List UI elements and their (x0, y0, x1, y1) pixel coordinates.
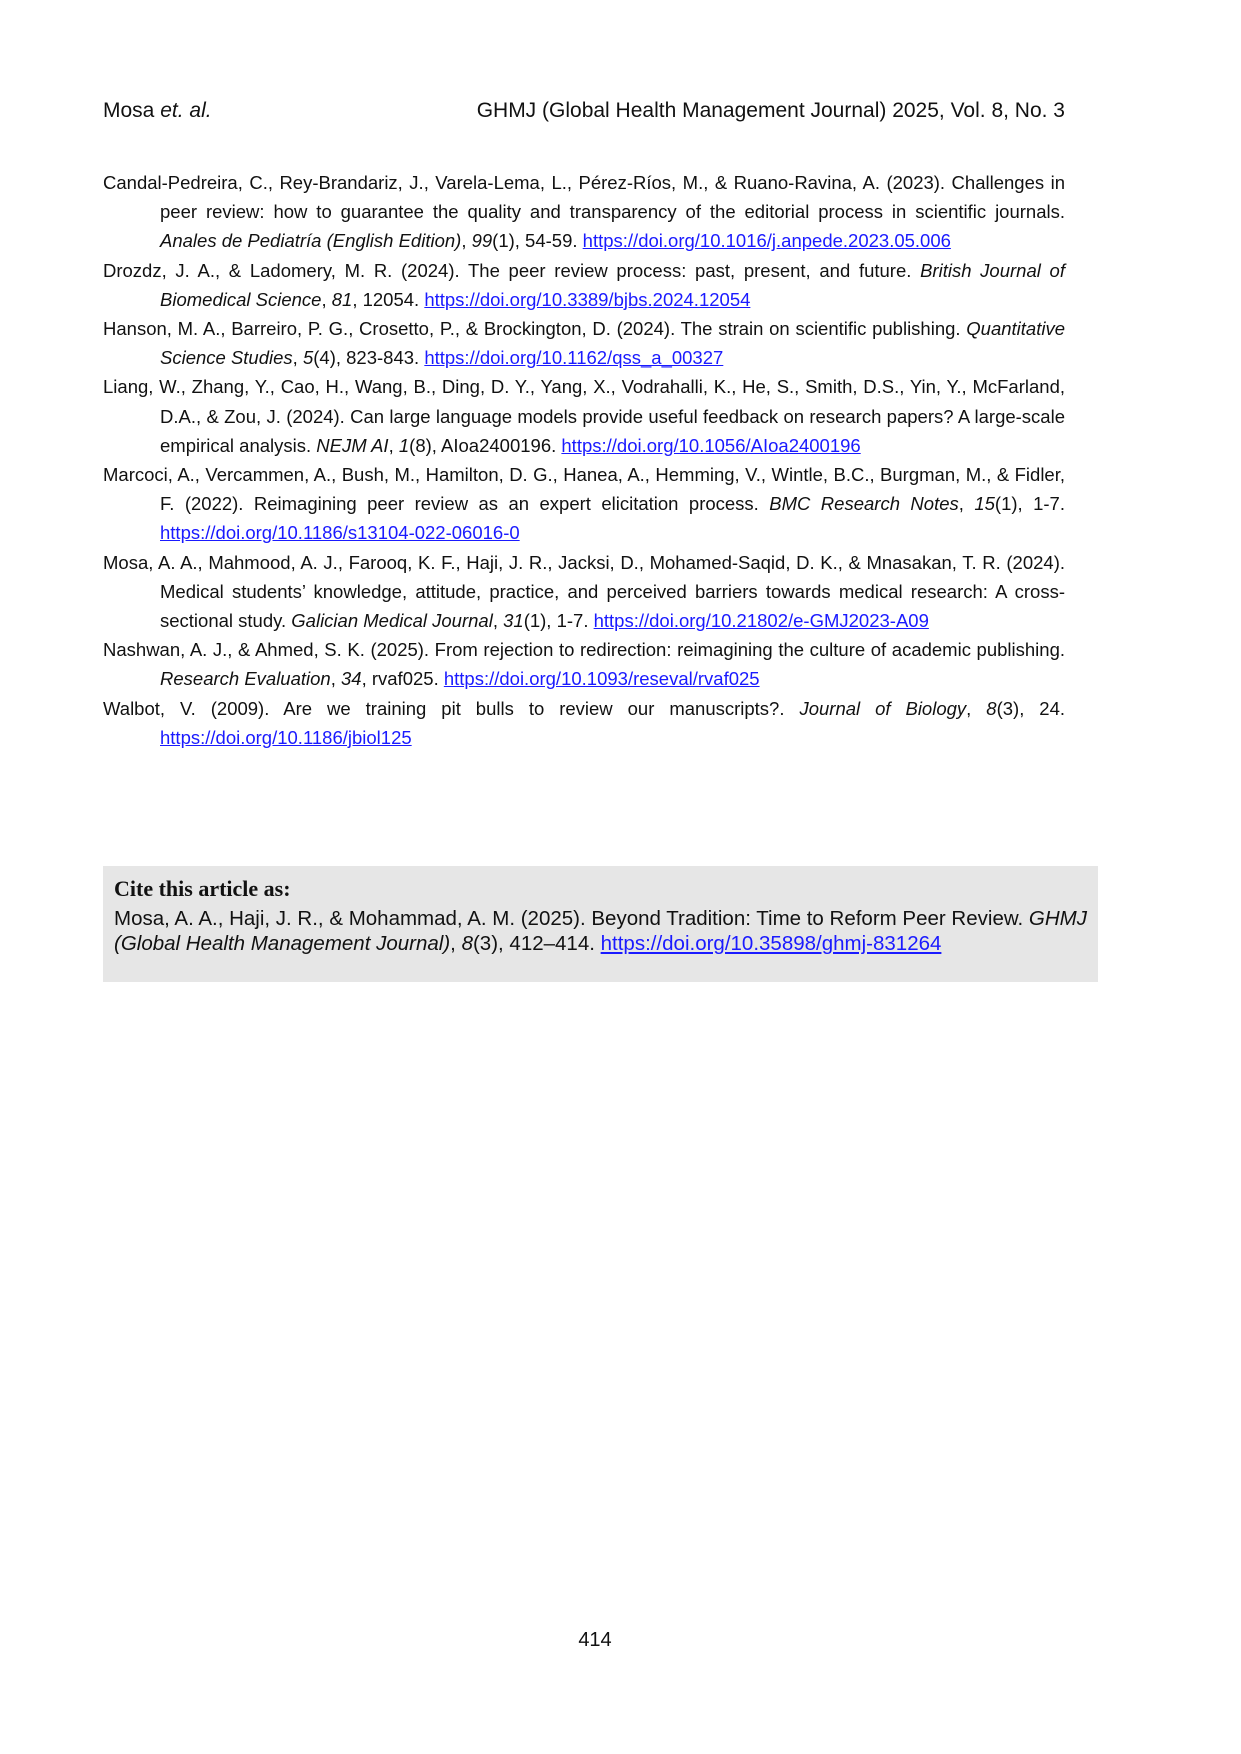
reference-text: Drozdz, J. A., & Ladomery, M. R. (2024). The peer review process: past, present, and future. (103, 259, 921, 281)
reference-text: Candal-Pedreira, C., Rey-Brandariz, J., Varela-Lema, L., Pérez-Ríos, M., & Ruano-Ravina, A. (2023). Challenges in peer review: how to guarantee the quality and transparency of the editorial process in scientific journals. (103, 172, 1065, 223)
reference-journal: Anales de Pediatría (English Edition) (160, 230, 462, 252)
reference-journal: Journal of Biology (799, 697, 967, 719)
reference-doi-link[interactable]: https://doi.org/10.1162/qss_a_00327 (424, 347, 724, 369)
reference-separator: , (958, 493, 975, 515)
reference-pages: (1), 54-59. (492, 230, 583, 252)
header-journal: GHMJ (Global Health Management Journal) 2025, Vol. 8, No. 3 (476, 99, 1065, 122)
reference-journal: Galician Medical Journal (291, 610, 493, 632)
reference-pages: (4), 823-843. (313, 347, 425, 369)
reference-item (103, 372, 1065, 460)
reference-item (103, 548, 1065, 636)
reference-volume: 31 (503, 610, 524, 632)
reference-separator: , (330, 668, 341, 690)
reference-pages: (1), 1-7. (994, 493, 1065, 515)
running-header (103, 96, 1065, 126)
reference-doi-link[interactable]: https://doi.org/10.1186/s13104-022-06016-0 (160, 522, 520, 544)
cite-heading: Cite this article as: (114, 876, 291, 901)
citation-doi-link[interactable]: https://doi.org/10.35898/ghmj-831264 (600, 932, 942, 955)
reference-item (103, 635, 1065, 693)
reference-list (103, 168, 1065, 752)
cite-article-box (103, 866, 1098, 982)
reference-journal: NEJM AI (316, 434, 389, 456)
page-number: 414 (578, 1629, 612, 1651)
reference-journal: BMC Research Notes (769, 493, 959, 515)
reference-separator: , (292, 347, 303, 369)
reference-item (103, 694, 1065, 752)
reference-pages: , 12054. (352, 288, 425, 310)
reference-pages: (3), 24. (996, 697, 1066, 719)
header-author-name: Mosa (103, 99, 155, 122)
reference-text: Mosa, A. A., Mahmood, A. J., Farooq, K. F., Haji, J. R., Jacksi, D., Mohamed-Saqid, D. K., & Mnasakan, T. R. (2024). Medical students’ knowledge, attitude, practice, and perceived barriers towards medical research: A cross-sectional study. (103, 551, 1065, 632)
reference-volume: 34 (341, 668, 362, 690)
reference-text: Marcoci, A., Vercammen, A., Bush, M., Hamilton, D. G., Hanea, A., Hemming, V., Wintle, B.C., Burgman, M., & Fidler, F. (2022). Reimagining peer review as an expert elicitation process. (103, 464, 1065, 515)
reference-volume: 99 (471, 230, 493, 252)
reference-doi-link[interactable]: https://doi.org/10.1056/AIoa2400196 (561, 434, 861, 456)
reference-text: Hanson, M. A., Barreiro, P. G., Crosetto, P., & Brockington, D. (2024). The strain on scientific publishing. (103, 318, 967, 340)
reference-journal: British Journal of Biomedical Science (160, 259, 1065, 310)
reference-item (103, 256, 1065, 314)
reference-journal: Research Evaluation (160, 668, 331, 690)
reference-volume: 15 (974, 493, 995, 515)
citation-journal: GHMJ (Global Health Management Journal) (114, 907, 1087, 955)
citation-separator: , (450, 932, 462, 955)
header-author (103, 96, 212, 126)
reference-doi-link[interactable]: https://doi.org/10.21802/e-GMJ2023-A09 (593, 610, 929, 632)
reference-pages: (1), 1-7. (523, 610, 594, 632)
citation-volume: 8 (461, 932, 473, 955)
reference-journal: Quantitative Science Studies (160, 318, 1065, 369)
reference-separator: , (966, 697, 987, 719)
citation-text (114, 906, 1087, 956)
reference-volume: 5 (302, 347, 314, 369)
citation-pages: (3), 412–414. (472, 932, 601, 955)
citation-authors-title: Mosa, A. A., Haji, J. R., & Mohammad, A. M. (2025). Beyond Tradition: Time to Reform Peer Review. (114, 907, 1029, 930)
reference-separator: , (492, 610, 504, 632)
reference-separator: , (321, 288, 332, 310)
reference-doi-link[interactable]: https://doi.org/10.1186/jbiol125 (160, 726, 412, 748)
reference-volume: 8 (986, 697, 997, 719)
reference-doi-link[interactable]: https://doi.org/10.1093/reseval/rvaf025 (443, 668, 760, 690)
reference-text: Nashwan, A. J., & Ahmed, S. K. (2025). From rejection to redirection: reimagining the culture of academic publishing. (103, 639, 1065, 661)
header-author-suffix: et. al. (160, 99, 212, 122)
reference-item (103, 460, 1065, 548)
reference-item (103, 168, 1065, 256)
reference-doi-link[interactable]: https://doi.org/10.1016/j.anpede.2023.05.006 (582, 230, 951, 252)
reference-separator: , (388, 434, 399, 456)
reference-item (103, 314, 1065, 372)
reference-text: Liang, W., Zhang, Y., Cao, H., Wang, B., Ding, D. Y., Yang, X., Vodrahalli, K., He, S., Smith, D.S., Yin, Y., McFarland, D.A., & Zou, J. (2024). Can large language models provide useful feedback on research papers? A large-scale empirical analysis. (103, 376, 1065, 456)
reference-separator: , (461, 230, 472, 252)
reference-pages: (8), AIoa2400196. (409, 434, 562, 456)
reference-volume: 81 (331, 288, 353, 310)
reference-text: Walbot, V. (2009). Are we training pit bulls to review our manuscripts?. (103, 697, 800, 719)
reference-doi-link[interactable]: https://doi.org/10.3389/bjbs.2024.12054 (424, 288, 751, 310)
reference-pages: , rvaf025. (361, 668, 444, 690)
reference-volume: 1 (398, 434, 410, 456)
